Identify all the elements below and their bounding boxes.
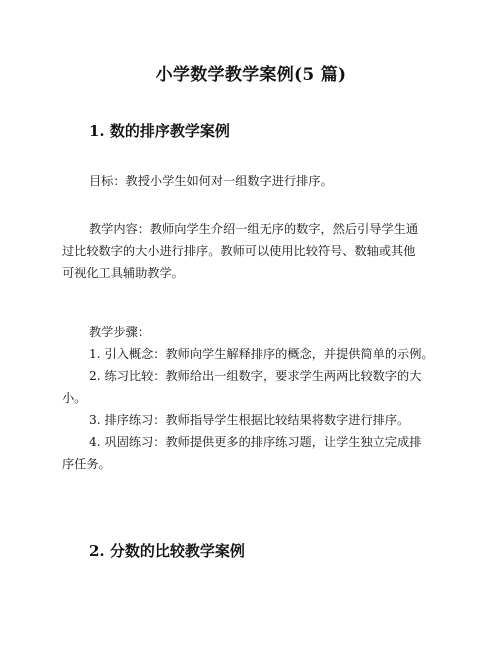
step-item: 4. 巩固练习：教师提供更多的排序练习题，让学生独立完成排 (89, 435, 422, 449)
step-item-continuation: 小。 (62, 391, 87, 405)
content-line: 教学内容：教师向学生介绍一组无序的数字，然后引导学生通 (89, 222, 419, 236)
goal-paragraph (62, 170, 462, 192)
content-line: 可视化工具辅助教学。 (62, 266, 184, 280)
step-item: 1. 引入概念：教师向学生解释排序的概念，并提供简单的示例。 (89, 347, 434, 361)
section-heading-2: 2. 分数的比较教学案例 (89, 542, 245, 560)
steps-list (62, 343, 462, 475)
document-title: 小学数学教学案例(5 篇) (155, 65, 347, 85)
section-heading-1: 1. 数的排序教学案例 (89, 122, 230, 140)
steps-label-paragraph (62, 321, 462, 343)
content-paragraph (62, 218, 462, 284)
goal-text: 目标：教授小学生如何对一组数字进行排序。 (89, 174, 333, 188)
step-item: 3. 排序练习：教师指导学生根据比较结果将数字进行排序。 (89, 413, 410, 427)
steps-label: 教学步骤： (89, 325, 150, 339)
step-item: 2. 练习比较：教师给出一组数字，要求学生两两比较数字的大 (89, 369, 422, 383)
content-line: 过比较数字的大小进行排序。教师可以使用比较符号、数轴或其他 (62, 244, 416, 258)
step-item-continuation: 序任务。 (62, 457, 111, 471)
